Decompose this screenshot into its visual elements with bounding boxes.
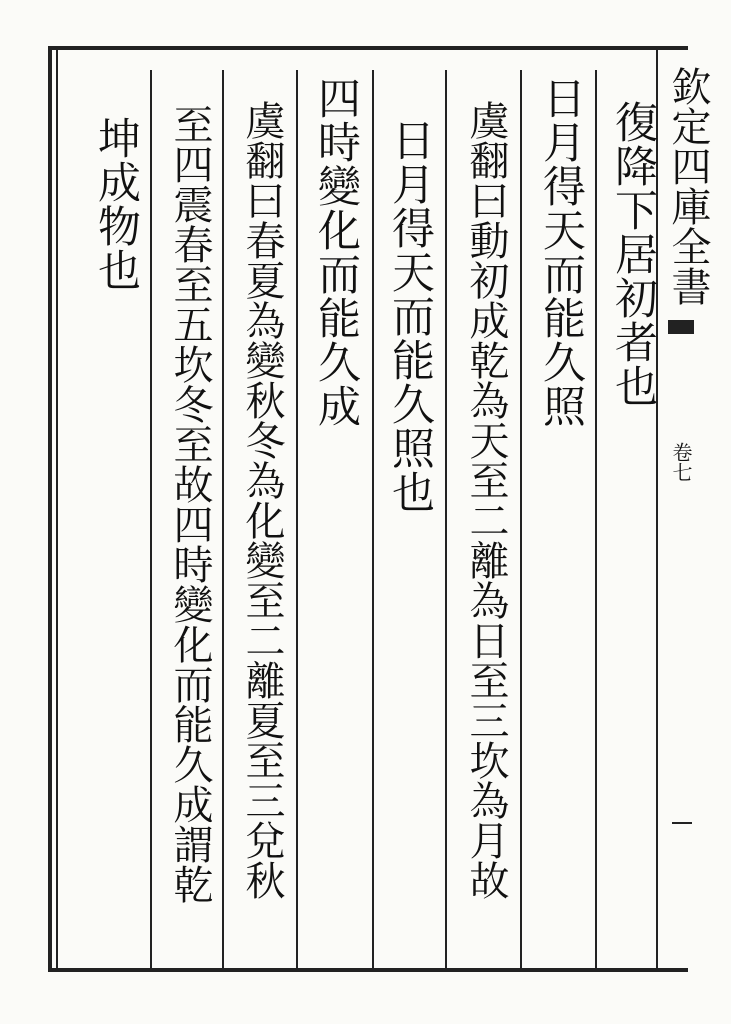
margin-tick bbox=[672, 822, 692, 824]
column-divider bbox=[150, 70, 152, 968]
text-column-2: 日月得天而能久照 bbox=[536, 76, 586, 428]
text-column-5: 四時變化而能久成 bbox=[311, 76, 361, 428]
text-column-7: 至四震春至五坎冬至故四時變化而能久成謂乾 bbox=[167, 104, 213, 904]
column-divider bbox=[595, 70, 597, 968]
frame-left-border-outer bbox=[48, 46, 52, 972]
frame-bottom-border bbox=[48, 968, 688, 972]
text-column-3: 虞翻曰動初成乾為天至二離為日至三坎為月故 bbox=[463, 100, 509, 900]
text-column-4: 日月得天而能久照也 bbox=[385, 118, 435, 514]
column-divider bbox=[372, 70, 374, 968]
frame-top-border bbox=[48, 46, 688, 50]
column-divider bbox=[222, 70, 224, 968]
text-column-1: 復降下居初者也 bbox=[608, 100, 658, 408]
column-divider bbox=[445, 70, 447, 968]
frame-left-border-inner bbox=[56, 50, 58, 968]
text-column-8: 坤成物也 bbox=[91, 116, 141, 292]
column-divider bbox=[520, 70, 522, 968]
margin-volume-label: 卷七 bbox=[669, 442, 693, 482]
column-divider bbox=[296, 70, 298, 968]
text-column-6: 虞翻曰春夏為變秋冬為化變至二離夏至三兌秋 bbox=[239, 100, 285, 900]
margin-book-title: 欽定四庫全書 bbox=[665, 66, 711, 306]
fish-tail-mark bbox=[668, 320, 694, 334]
